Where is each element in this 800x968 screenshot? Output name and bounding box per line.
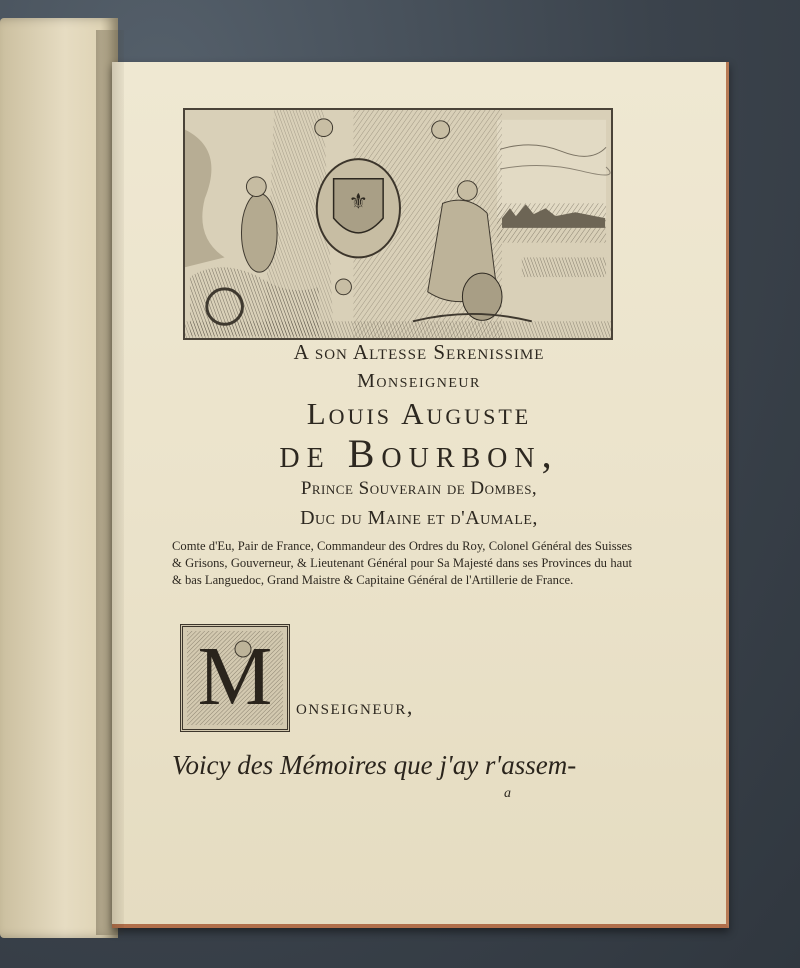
salutation: onseigneur,: [296, 694, 414, 719]
family-line: de Bourbon,: [279, 431, 559, 476]
initial-letter: M: [197, 630, 273, 723]
titles-paragraph: Comte d'Eu, Pair de France, Commandeur des Ordres du Roy, Colonel Général des Suisses & Grisons, Gouverneur, & Lieutenant Général pour Sa Majesté dans ses Provinces du haut & bas Languedoc, Grand Maistre & Capitaine Général de l'Artillerie de France.: [172, 539, 632, 587]
svg-text:⚜: ⚜: [348, 189, 369, 215]
engraving-illustration: [185, 110, 611, 338]
opening-text: Voicy des Mémoires que j'ay r'assem-: [172, 750, 577, 780]
headpiece-engraving: [183, 108, 613, 340]
dedication-line: A son Altesse Serenissime: [293, 340, 545, 364]
title-line: Monseigneur: [357, 370, 481, 392]
duchy-line: Duc du Maine et d'Aumale,: [300, 507, 538, 529]
catchword: a: [504, 786, 511, 801]
name-line: Louis Auguste: [306, 396, 532, 431]
principality-line: Prince Souverain de Dombes,: [300, 478, 538, 499]
decorated-initial: [180, 624, 290, 732]
